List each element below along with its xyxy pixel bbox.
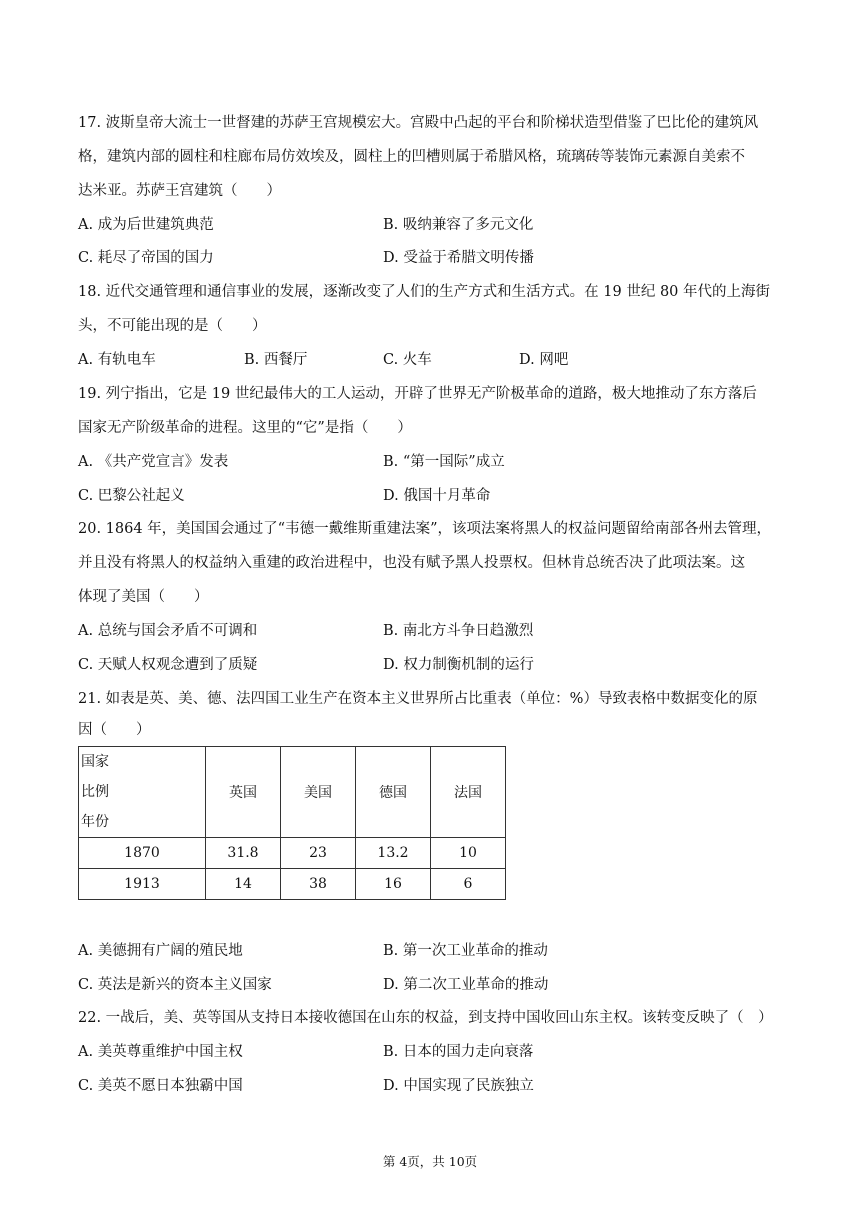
q19-option-d: D. 俄国十月革命 <box>383 488 491 504</box>
q21-option-d: D. 第二次工业革命的推动 <box>383 977 549 993</box>
corner-label-ratio: 比例 <box>81 784 109 800</box>
q17-option-b: B. 吸纳兼容了多元文化 <box>383 217 534 233</box>
q19-stem-line-1: 19. 列宁指出，它是 19 世纪最伟大的工人运动，开辟了世界无产阶极革命的道路，极大地推动了东方落后 <box>78 386 757 402</box>
row-year-1870: 1870 <box>79 838 206 869</box>
cell-1870-france: 10 <box>431 838 506 869</box>
q22-option-a: A. 美英尊重维护中国主权 <box>78 1044 243 1060</box>
cell-1870-us: 23 <box>281 838 356 869</box>
page-number-footer: 第 4页，共 10页 <box>382 1154 478 1169</box>
corner-label-year: 年份 <box>81 814 109 830</box>
q21-option-b: B. 第一次工业革命的推动 <box>383 943 548 959</box>
q20-stem-line-3: 体现了美国（ ） <box>78 589 209 605</box>
table-corner-header <box>79 747 206 838</box>
q18-stem-line-2: 头，不可能出现的是（ ） <box>78 318 267 334</box>
q17-stem-line-3: 达米亚。苏萨王宫建筑（ ） <box>78 183 281 199</box>
q17-option-d: D. 受益于希腊文明传播 <box>383 250 534 266</box>
q21-option-c: C. 英法是新兴的资本主义国家 <box>78 977 272 993</box>
cell-1913-france: 6 <box>431 869 506 900</box>
q20-option-b: B. 南北方斗争日趋激烈 <box>383 623 534 639</box>
q20-stem-line-1: 20. 1864 年，美国国会通过了“韦德一戴维斯重建法案”，该项法案将黑人的权益问题留给南部各州去管理， <box>78 521 772 537</box>
q19-option-a: A. 《共产党宣言》发表 <box>78 454 229 470</box>
q22-stem-line-1: 22. 一战后，美、英等国从支持日本接收德国在山东的权益，到支持中国收回山东主权。该转变反映了（ ） <box>78 1010 773 1026</box>
q22-option-d: D. 中国实现了民族独立 <box>383 1078 534 1094</box>
q19-option-c: C. 巴黎公社起义 <box>78 488 185 504</box>
q21-option-a: A. 美德拥有广阔的殖民地 <box>78 943 243 959</box>
q17-option-a: A. 成为后世建筑典范 <box>78 217 214 233</box>
industrial-share-table <box>78 746 506 900</box>
q17-stem-line-1: 17. 波斯皇帝大流士一世督建的苏萨王宫规模宏大。宫殿中凸起的平台和阶梯状造型借鉴了巴比伦的建筑风 <box>78 115 759 131</box>
row-year-1913: 1913 <box>79 869 206 900</box>
q21-stem-line-1: 21. 如表是英、美、德、法四国工业生产在资本主义世界所占比重表（单位：%）导致表格中数据变化的原 <box>78 691 758 707</box>
q20-option-c: C. 天赋人权观念遭到了质疑 <box>78 657 258 673</box>
cell-1913-us: 38 <box>281 869 356 900</box>
cell-1913-germany: 16 <box>356 869 431 900</box>
q17-stem-line-2: 格，建筑内部的圆柱和柱廊布局仿效埃及，圆柱上的凹槽则属于希腊风格，琉璃砖等装饰元素源自美索不 <box>78 149 745 165</box>
column-header-france: 法国 <box>431 747 506 838</box>
q17-option-c: C. 耗尽了帝国的国力 <box>78 250 214 266</box>
cell-1870-uk: 31.8 <box>206 838 281 869</box>
q20-option-d: D. 权力制衡机制的运行 <box>383 657 534 673</box>
table-row <box>79 838 506 869</box>
table-row <box>79 869 506 900</box>
cell-1870-germany: 13.2 <box>356 838 431 869</box>
q19-stem-line-2: 国家无产阶级革命的进程。这里的“它”是指（ ） <box>78 420 412 436</box>
column-header-us: 美国 <box>281 747 356 838</box>
q22-option-c: C. 美英不愿日本独霸中国 <box>78 1078 243 1094</box>
column-header-germany: 德国 <box>356 747 431 838</box>
q18-stem-line-1: 18. 近代交通管理和通信事业的发展，逐渐改变了人们的生产方式和生活方式。在 19 世纪 80 年代的上海街 <box>78 284 771 300</box>
cell-1913-uk: 14 <box>206 869 281 900</box>
q18-option-b: B. 西餐厅 <box>244 352 308 368</box>
q20-stem-line-2: 并且没有将黑人的权益纳入重建的政治进程中，也没有赋予黑人投票权。但林肯总统否决了此项法案。这 <box>78 555 745 571</box>
q18-option-d: D. 网吧 <box>519 352 569 368</box>
q18-option-a: A. 有轨电车 <box>78 352 156 368</box>
corner-label-country: 国家 <box>81 754 109 770</box>
q21-stem-line-2: 因（ ） <box>78 722 151 738</box>
q22-option-b: B. 日本的国力走向衰落 <box>383 1044 534 1060</box>
q18-option-c: C. 火车 <box>383 352 432 368</box>
column-header-uk: 英国 <box>206 747 281 838</box>
q19-option-b: B. “第一国际”成立 <box>383 454 505 470</box>
q20-option-a: A. 总统与国会矛盾不可调和 <box>78 623 258 639</box>
